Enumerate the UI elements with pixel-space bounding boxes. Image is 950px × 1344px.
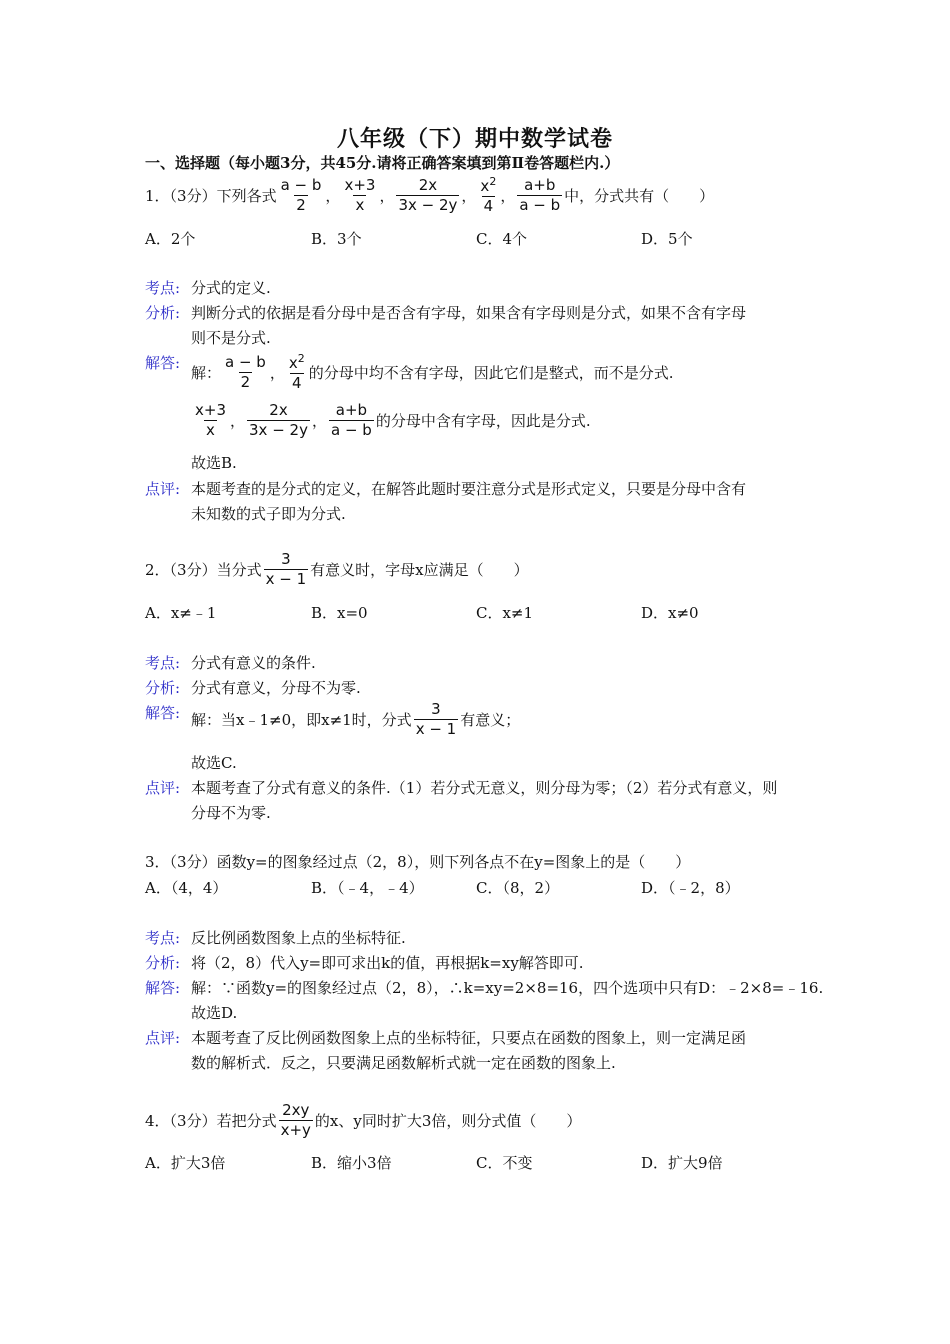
label-fenxi: 分析: [145,679,181,697]
fraction: $\frac{a+b}{a - b}$ [519,176,561,215]
guxuan-text: 故选C. [191,754,237,772]
dianping-text: 数的解析式．反之，只要满足函数解析式就一定在函数的图象上. [191,1054,616,1072]
option-a: A．（4，4） [145,879,228,897]
dianping-text: 本题考查了反比例函数图象上点的坐标特征，只要点在函数的图象上，则一定满足函 [191,1029,747,1047]
option-c: C．x≠1 [476,604,534,622]
question-1-stem: 1．（3分）下列各式 $\frac{a - b}{2}$ ， $\frac{x+3}{x}$ ， $\frac{2x}{3x - 2y}$ ， $\frac{x^2}{4}$ ， $\frac{a+b}{a - b}$ 中，分式共有（ ） [145,175,715,216]
dianping-text: 本题考查了分式有意义的条件.（1）若分式无意义，则分母为零；（2）若分式有意义，则 [191,779,778,797]
guxuan-text: 故选D. [191,1004,238,1022]
fraction: $\frac{x+3}{x}$ [344,176,376,215]
fenxi-text: 则不是分式. [191,329,271,347]
dianping-text: 未知数的式子即为分式. [191,505,346,523]
kaodian-text: 反比例函数图象上点的坐标特征. [191,929,406,947]
label-dianping: 点评: [145,1029,181,1047]
option-a: A．x≠﹣1 [145,604,217,622]
jieda-text: 解：∵函数y=的图象经过点（2，8），∴k=xy=2×8=16，四个选项中只有D：﹣2×8=﹣16. [191,979,824,997]
label-fenxi: 分析: [145,304,181,322]
option-b: B．3个 [311,230,362,248]
label-dianping: 点评: [145,779,181,797]
kaodian-text: 分式有意义的条件. [191,654,316,672]
fenxi-text: 分式有意义，分母不为零. [191,679,361,697]
option-b: B．（﹣4，﹣4） [311,879,424,897]
option-a: A．2个 [145,230,196,248]
fenxi-text: 将（2，8）代入y=即可求出k的值，再根据k=xy解答即可. [191,954,584,972]
page-title: 八年级（下）期中数学试卷 [336,126,613,152]
option-d: D．扩大9倍 [641,1154,723,1172]
label-dianping: 点评: [145,480,181,498]
option-c: C．4个 [476,230,528,248]
label-kaodian: 考点: [145,654,181,672]
kaodian-text: 分式的定义. [191,279,271,297]
fraction: $\frac{x^2}{4}$ [288,352,305,393]
option-c: C．（8，2） [476,879,560,897]
fraction: $\frac{3}{x - 1}$ [415,700,457,739]
label-jieda: 解答: [145,354,181,372]
option-d: D．5个 [641,230,693,248]
fraction: $\frac{a+b}{a - b}$ [330,401,372,440]
option-a: A．扩大3倍 [145,1154,226,1172]
option-b: B．x=0 [311,604,368,622]
question-4-stem: 4．（3分）若把分式 $\frac{2xy}{x+y}$ 的x、y同时扩大3倍，则分式值（ ） [145,1101,582,1140]
fraction: $\frac{a - b}{2}$ [225,353,266,392]
option-c: C．不变 [476,1154,533,1172]
question-3-stem: 3．（3分）函数y=的图象经过点（2，8），则下列各点不在y=图象上的是（ ） [145,853,691,871]
fraction: $\frac{2x}{3x - 2y}$ [249,401,308,440]
option-b: B．缩小3倍 [311,1154,392,1172]
jieda-line: $\frac{x+3}{x}$ ， $\frac{2x}{3x - 2y}$ ， $\frac{a+b}{a - b}$ 的分母中含有字母，因此是分式. [195,401,591,440]
fraction: $\frac{x+3}{x}$ [195,401,226,440]
option-d: D．x≠0 [641,604,699,622]
option-d: D．（﹣2，8） [641,879,740,897]
label-kaodian: 考点: [145,279,181,297]
fraction: $\frac{2xy}{x+y}$ [280,1101,311,1140]
label-kaodian: 考点: [145,929,181,947]
guxuan-text: 故选B. [191,454,237,472]
fraction: $\frac{x^2}{4}$ [480,175,497,216]
jieda-line: 解： $\frac{a - b}{2}$ ， $\frac{x^2}{4}$ 的分母中均不含有字母，因此它们是整式，而不是分式. [191,352,674,393]
fenxi-text: 判断分式的依据是看分母中是否含有字母，如果含有字母则是分式，如果不含有字母 [191,304,747,322]
label-jieda: 解答: [145,979,181,997]
dianping-text: 本题考查的是分式的定义，在解答此题时要注意分式是形式定义，只要是分母中含有 [191,480,747,498]
label-jieda: 解答: [145,704,181,722]
fraction: $\frac{2x}{3x - 2y}$ [398,176,458,215]
dianping-text: 分母不为零. [191,804,271,822]
fraction: $\frac{a - b}{2}$ [280,176,322,215]
question-2-stem: 2．（3分）当分式 $\frac{3}{x - 1}$ 有意义时，字母x应满足（ ） [145,550,529,589]
fraction: $\frac{3}{x - 1}$ [265,550,307,589]
label-fenxi: 分析: [145,954,181,972]
section-heading: 一、选择题（每小题3分，共45分.请将正确答案填到第Ⅱ卷答题栏内.） [145,154,620,172]
jieda-line: 解：当x﹣1≠0，即x≠1时，分式 $\frac{3}{x - 1}$ 有意义； [191,700,521,739]
